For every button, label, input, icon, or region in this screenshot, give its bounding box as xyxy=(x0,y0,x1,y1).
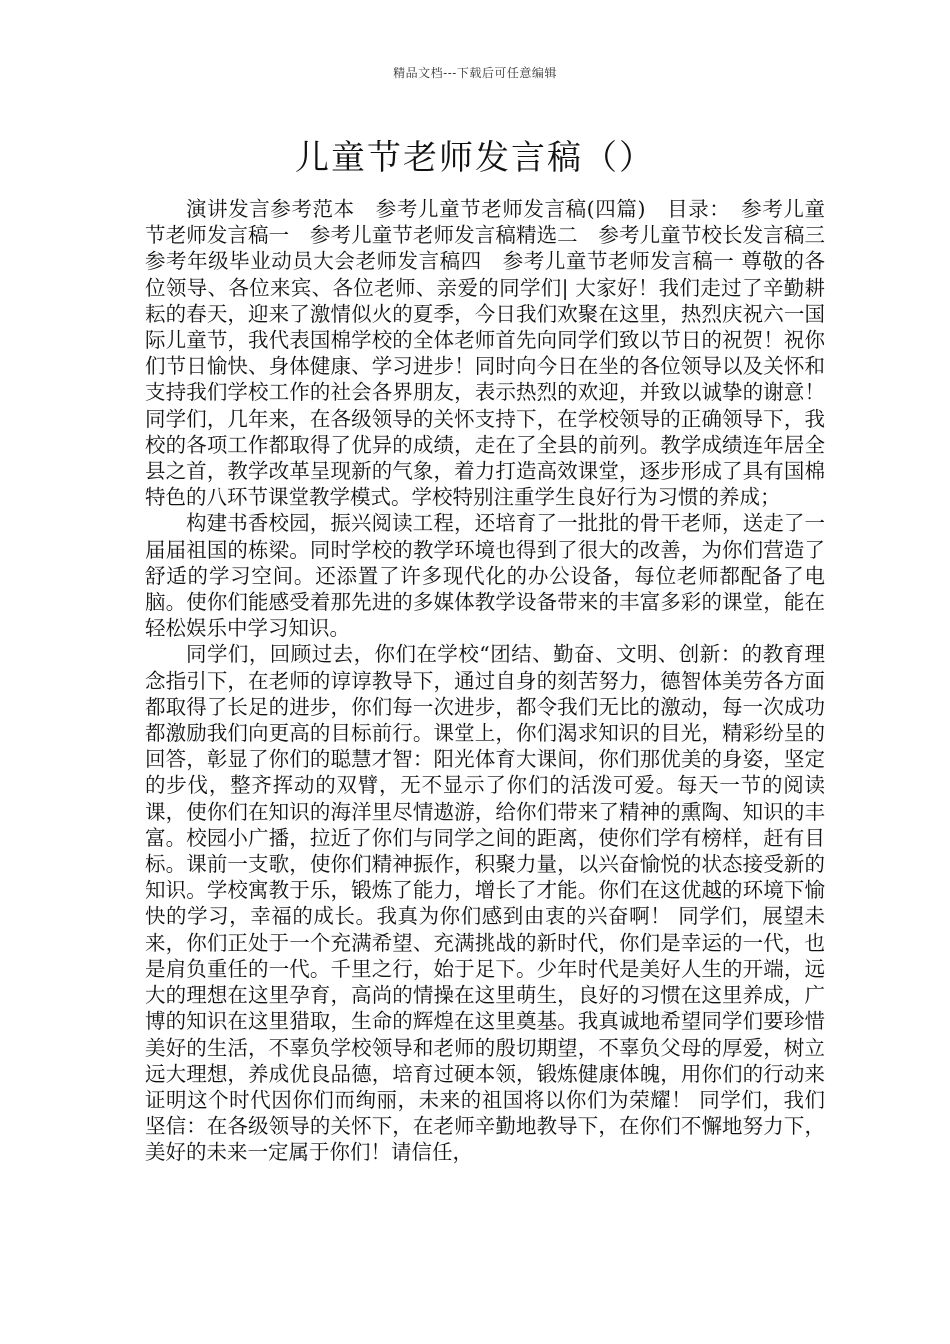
document-body xyxy=(145,196,846,1166)
paragraph: 构建书香校园，振兴阅读工程，还培育了一批批的骨干老师，送走了一届届祖国的栋梁。同时学校的教学环境也得到了很大的改善，为你们营造了舒适的学习空间。还添置了许多现代化的办公设备，每位老师都配备了电脑。使你们能感受着那先进的多媒体教学设备带来的丰富多彩的课堂，能在轻松娱乐中学习知识。 xyxy=(145,511,825,641)
paragraph: 同学们，回顾过去，你们在学校“团结、勤奋、文明、创新：的教育理念指引下，在老师的谆谆教导下，通过自身的刻苦努力，德智体美劳各方面都取得了长足的进步，你们每一次进步，都令我们无比的激动，每一次成功都激励我们向更高的目标前行。课堂上，你们渴求知识的目光，精彩纷呈的回答，彰显了你们的聪慧才智：阳光体育大课间，你们那优美的身姿，坚定的步伐，整齐挥动的双臂，无不显示了你们的活泼可爱。每天一节的阅读课，使你们在知识的海洋里尽情遨游，给你们带来了精神的熏陶、知识的丰富。校园小广播，拉近了你们与同学之间的距离，使你们学有榜样，赶有目标。课前一支歌，使你们精神振作，积聚力量，以兴奋愉悦的状态接受新的知识。学校寓教于乐，锻炼了能力，增长了才能。你们在这优越的环境下愉快的学习，幸福的成长。我真为你们感到由衷的兴奋啊！ 同学们，展望未来，你们正处于一个充满希望、充满挑战的新时代，你们是幸运的一代，也是肩负重任的一代。千里之行，始于足下。少年时代是美好人生的开端，远大的理想在这里孕育，高尚的情操在这里萌生，良好的习惯在这里养成，广博的知识在这里猎取，生命的辉煌在这里奠基。我真诚地希望同学们要珍惜美好的生活，不辜负学校领导和老师的殷切期望，不辜负父母的厚爱，树立远大理想，养成优良品德，培育过硬本领，锻炼健康体魄，用你们的行动来证明这个时代因你们而绚丽，未来的祖国将以你们为荣耀！ 同学们，我们坚信：在各级领导的关怀下，在老师辛勤地教导下，在你们不懈地努力下，美好的未来一定属于你们！请信任， xyxy=(145,642,825,1165)
page-header: 精品文档---下载后可任意编辑 xyxy=(393,66,557,80)
paragraph: 演讲发言参考范本 参考儿童节老师发言稿(四篇) 目录： 参考儿童节老师发言稿一 参考儿童节老师发言稿精选二 参考儿童节校长发言稿三 参考年级毕业动员大会老师发言稿四 参考儿童节老师发言稿一 尊敬的各位领导、各位来宾、各位老师、亲爱的同学们| 大家好！我们走过了辛勤耕耘的春天，迎来了激情似火的夏季，今日我们欢聚在这里，热烈庆祝六一国际儿童节，我代表国棉学校的全体老师首先向同学们致以节日的祝贺！祝你们节日愉快、身体健康、学习进步！同时向今日在坐的各位领导以及关怀和支持我们学校工作的社会各界朋友，表示热烈的欢迎，并致以诚挚的谢意！ 同学们，几年来，在各级领导的关怀支持下，在学校领导的正确领导下，我校的各项工作都取得了优异的成绩，走在了全县的前列。教学成绩连年居全县之首，教学改革呈现新的气象，着力打造高效课堂，逐步形成了具有国棉特色的八环节课堂教学模式。学校特别注重学生良好行为习惯的养成； xyxy=(145,197,846,510)
document-title: 儿童节老师发言稿（） xyxy=(295,138,655,178)
